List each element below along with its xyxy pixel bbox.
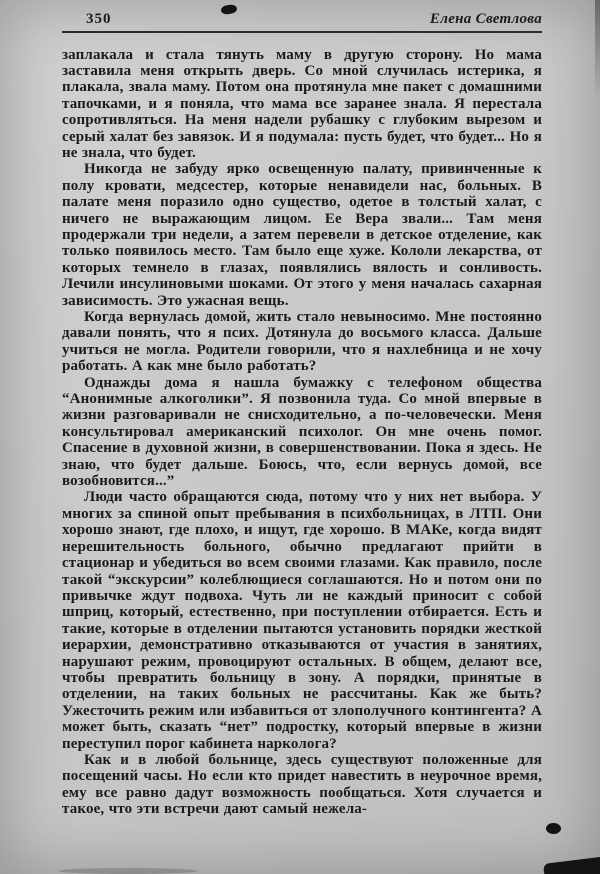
page-number: 350 xyxy=(86,11,112,27)
running-header xyxy=(62,10,542,28)
paragraph: Как и в любой больнице, здесь существуют положенные для посещений часы. Но если кто придет навестить в неурочное время, ему все равно дадут возможность пообщаться. Хотя случается и такое, что эти встречи дают самый нежела- xyxy=(62,751,542,818)
header-rule xyxy=(62,31,542,33)
running-header-author: Елена Светлова xyxy=(429,11,542,27)
page-body xyxy=(62,47,542,818)
paragraph: Никогда не забуду ярко освещенную палату, привинченные к полу кровати, медсестер, которые ненавидели нас, больных. В палате меня поразило одно существо, одетое в толстый халат, с ничего не выражающим лицом. Ее Вера звали... Там меня продержали три недели, а затем перевели в детское отделение, как только появилось место. Там было еще хуже. Кололи лекарства, от которых темнело в глазах, появлялись вялость и сонливость. Лечили инсулиновыми шоками. От этого у меня началась сахарная зависимость. Это ужасная вещь. xyxy=(62,161,542,309)
paragraph-continuation: заплакала и стала тянуть маму в другую сторону. Но мама заставила меня открыть дверь. Со мной случилась истерика, я плакала, звала маму. Потом она протянула мне пакет с домашними тапочками, и я поняла, что мама все заранее знала. Я перестала сопротивляться. На меня надели рубашку с глубоким вырезом и серый халат без завязок. И я подумала: пусть будет, что будет... Но я не знала, что будет. xyxy=(62,46,542,161)
paragraph: Люди часто обращаются сюда, потому что у них нет выбора. У многих за спиной опыт пребывания в психбольницах, в ЛТП. Они хорошо знают, где плохо, и ищут, где хорошо. В МАКе, когда видят нерешительность больного, обычно предлагают прийти в стационар и убедиться во всем своими глазами. Как правило, после такой “экскурсии” колеблющиеся соглашаются. Но и потом они по привычке ждут подвоха. Чуть ли не каждый приносит с собой шприц, который, естественно, при поступлении отбирается. Есть и такие, которые в отделении пытаются установить порядки жесткой иерархии, демонстративно отказываются от участия в занятиях, нарушают режим, провоцируют остальных. В общем, делают все, чтобы превратить больницу в зону. А порядки, принятые в отделении, на таких больных не рассчитаны. Как же быть? Ужесточить режим или избавиться от злополучного контингента? А может быть, сказать “нет” подростку, который впервые в жизни переступил порог кабинета нарколога? xyxy=(62,489,542,752)
paragraph: Однажды дома я нашла бумажку с телефоном общества “Анонимные алкоголики”. Я позвонила туда. Со мной впервые в жизни разговаривали не снисходительно, а по-человечески. Меня консультировал американский психолог. Он мне очень помог. Спасение в духовной жизни, в совершенствовании. Пока я здесь. Не знаю, что будет дальше. Боюсь, что, если вернусь домой, все возобновится...” xyxy=(62,374,542,490)
paragraph: Когда вернулась домой, жить стало невыносимо. Мне постоянно давали понять, что я псих. Дотянула до восьмого класса. Дальше учиться не могла. Родители говорили, что я нахлебница и не хочу работать. А как мне было работать? xyxy=(62,309,542,375)
